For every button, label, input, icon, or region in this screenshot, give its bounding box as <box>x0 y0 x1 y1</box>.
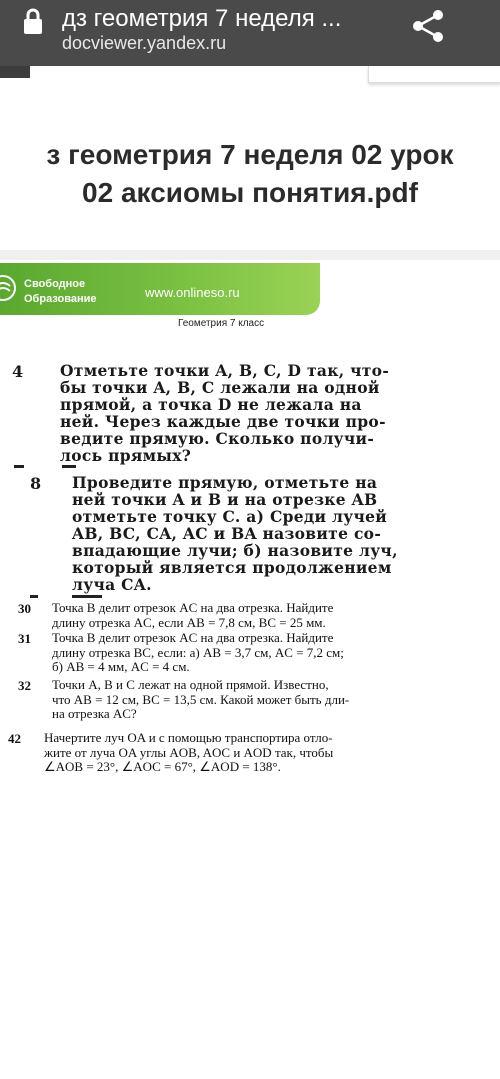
task-line: Точка B делит отрезок AC на два отрезка. Найдите <box>52 600 334 615</box>
task-line: лось прямых? <box>60 446 192 465</box>
task-line: ней точки A и B и на отрезке AB <box>72 490 378 509</box>
task-line: Точка B делит отрезок AC на два отрезка. Найдите <box>52 630 334 645</box>
task-text <box>72 474 482 593</box>
task-line: что AB = 12 см, BC = 13,5 см. Какой может быть дли- <box>52 691 350 707</box>
task-line: прямой, а точка D не лежала на <box>60 395 362 414</box>
task-text <box>52 678 472 722</box>
task-line: бы точки A, B, C лежали на одной <box>60 378 380 397</box>
task-line: длину отрезка AC, если AB = 7,8 см, BC = 25 мм. <box>52 614 326 630</box>
task-number: 4 <box>12 362 24 381</box>
document-title-line1: з геометрия 7 неделя 02 урок <box>46 139 454 170</box>
print-artifact <box>30 595 38 598</box>
task-line: Точки A, B и C лежат на одной прямой. Известно, <box>52 677 329 692</box>
task-line: отметьте точку C. а) Среди лучей <box>72 507 388 526</box>
popup-card-edge <box>368 66 500 83</box>
task-line: луча CA. <box>72 575 152 594</box>
page-subtitle: Геометрия 7 класс <box>178 318 265 329</box>
task-number: 30 <box>18 601 31 616</box>
task-line: б) AB = 4 мм, AC = 4 см. <box>52 659 190 674</box>
task-text <box>52 631 472 675</box>
task-number: 8 <box>30 474 42 493</box>
task-line: Отметьте точки A, B, C, D так, что- <box>60 361 390 380</box>
print-artifact <box>14 465 24 468</box>
logo-line1: Свободное <box>24 278 86 290</box>
app-bar <box>0 0 500 66</box>
task-line: ∠AOB = 23°, ∠AOC = 67°, ∠AOD = 138°. <box>44 759 281 774</box>
task-line: ведите прямую. Сколько получи- <box>60 429 375 448</box>
document-title-line2: 02 аксиомы понятия.pdf <box>82 177 418 208</box>
logo-icon <box>0 275 16 301</box>
lock-icon <box>22 6 44 36</box>
logo-line2: Образование <box>24 293 97 305</box>
task-number: 42 <box>8 731 21 746</box>
divider <box>0 250 500 260</box>
print-artifact <box>62 465 76 468</box>
task-line: который является продолжением <box>72 558 392 577</box>
site-link[interactable]: www.onlineso.ru <box>145 285 240 300</box>
url-text[interactable]: docviewer.yandex.ru <box>62 33 227 53</box>
task-text <box>44 731 464 775</box>
task-number: 31 <box>18 631 31 646</box>
task-line: AB, BC, CA, AC и BA назовите со- <box>72 524 382 543</box>
task-line: жите от луча OA углы AOB, AOC и AOD так, чтобы <box>44 744 334 760</box>
task-line: Проведите прямую, отметьте на <box>72 473 378 492</box>
task-line: Начертите луч OA и с помощью транспортира отло- <box>44 730 333 745</box>
print-artifact <box>72 595 102 598</box>
logo-text <box>24 277 97 307</box>
task-line: длину отрезка BC, если: а) AB = 3,7 см, AC = 7,2 см; <box>52 644 344 660</box>
task-line: на отрезка AC? <box>52 706 137 721</box>
task-text <box>60 362 470 464</box>
document-title <box>0 136 500 212</box>
tab-title[interactable]: дз геометрия 7 неделя ... <box>62 5 342 32</box>
task-line: ней. Через каждые две точки про- <box>60 412 386 431</box>
task-text <box>52 601 472 630</box>
page-edge <box>0 66 30 78</box>
task-number: 32 <box>18 678 31 693</box>
share-icon[interactable] <box>408 8 448 44</box>
task-line: впадающие лучи; б) назовите луч, <box>72 541 398 560</box>
